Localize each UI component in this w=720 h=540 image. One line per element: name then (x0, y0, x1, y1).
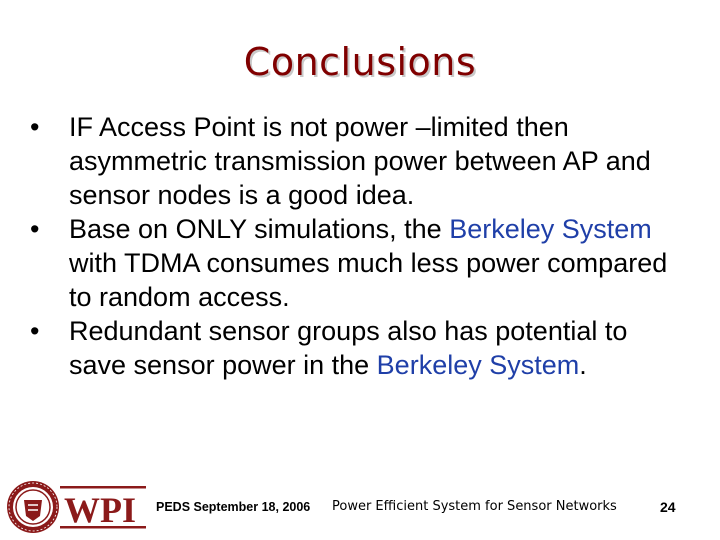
bullet-highlight-text: Berkeley System (376, 350, 580, 380)
bullet-text: with TDMA consumes much less power compared to random access. (69, 248, 668, 312)
bullet-marker: • (30, 214, 40, 244)
bullet-item (30, 212, 690, 314)
bullet-marker: • (30, 112, 40, 142)
bullet-highlight-text: Berkeley System (449, 214, 652, 244)
bullet-item (30, 110, 690, 212)
wpi-logo (4, 478, 146, 536)
footer-date: PEDS September 18, 2006 (156, 500, 311, 514)
bullet-list (30, 110, 690, 382)
bullet-text: Redundant sensor groups also has potential to save sensor power in the (69, 316, 628, 380)
bullet-text: IF Access Point is not power –limited then asymmetric transmission power between AP and sensor nodes is a good idea. (69, 112, 651, 210)
wpi-wordmark: WPI (64, 490, 136, 530)
bullet-text: Base on ONLY simulations, the (69, 214, 450, 244)
page-number: 24 (660, 499, 676, 515)
footer-presentation-title: Power Efficient System for Sensor Networks (332, 499, 617, 514)
slide-title: Conclusions (243, 40, 477, 84)
bullet-marker: • (30, 316, 40, 346)
bullet-item (30, 314, 690, 382)
wpi-seal-icon (4, 478, 146, 536)
bullet-text: . (579, 350, 587, 380)
